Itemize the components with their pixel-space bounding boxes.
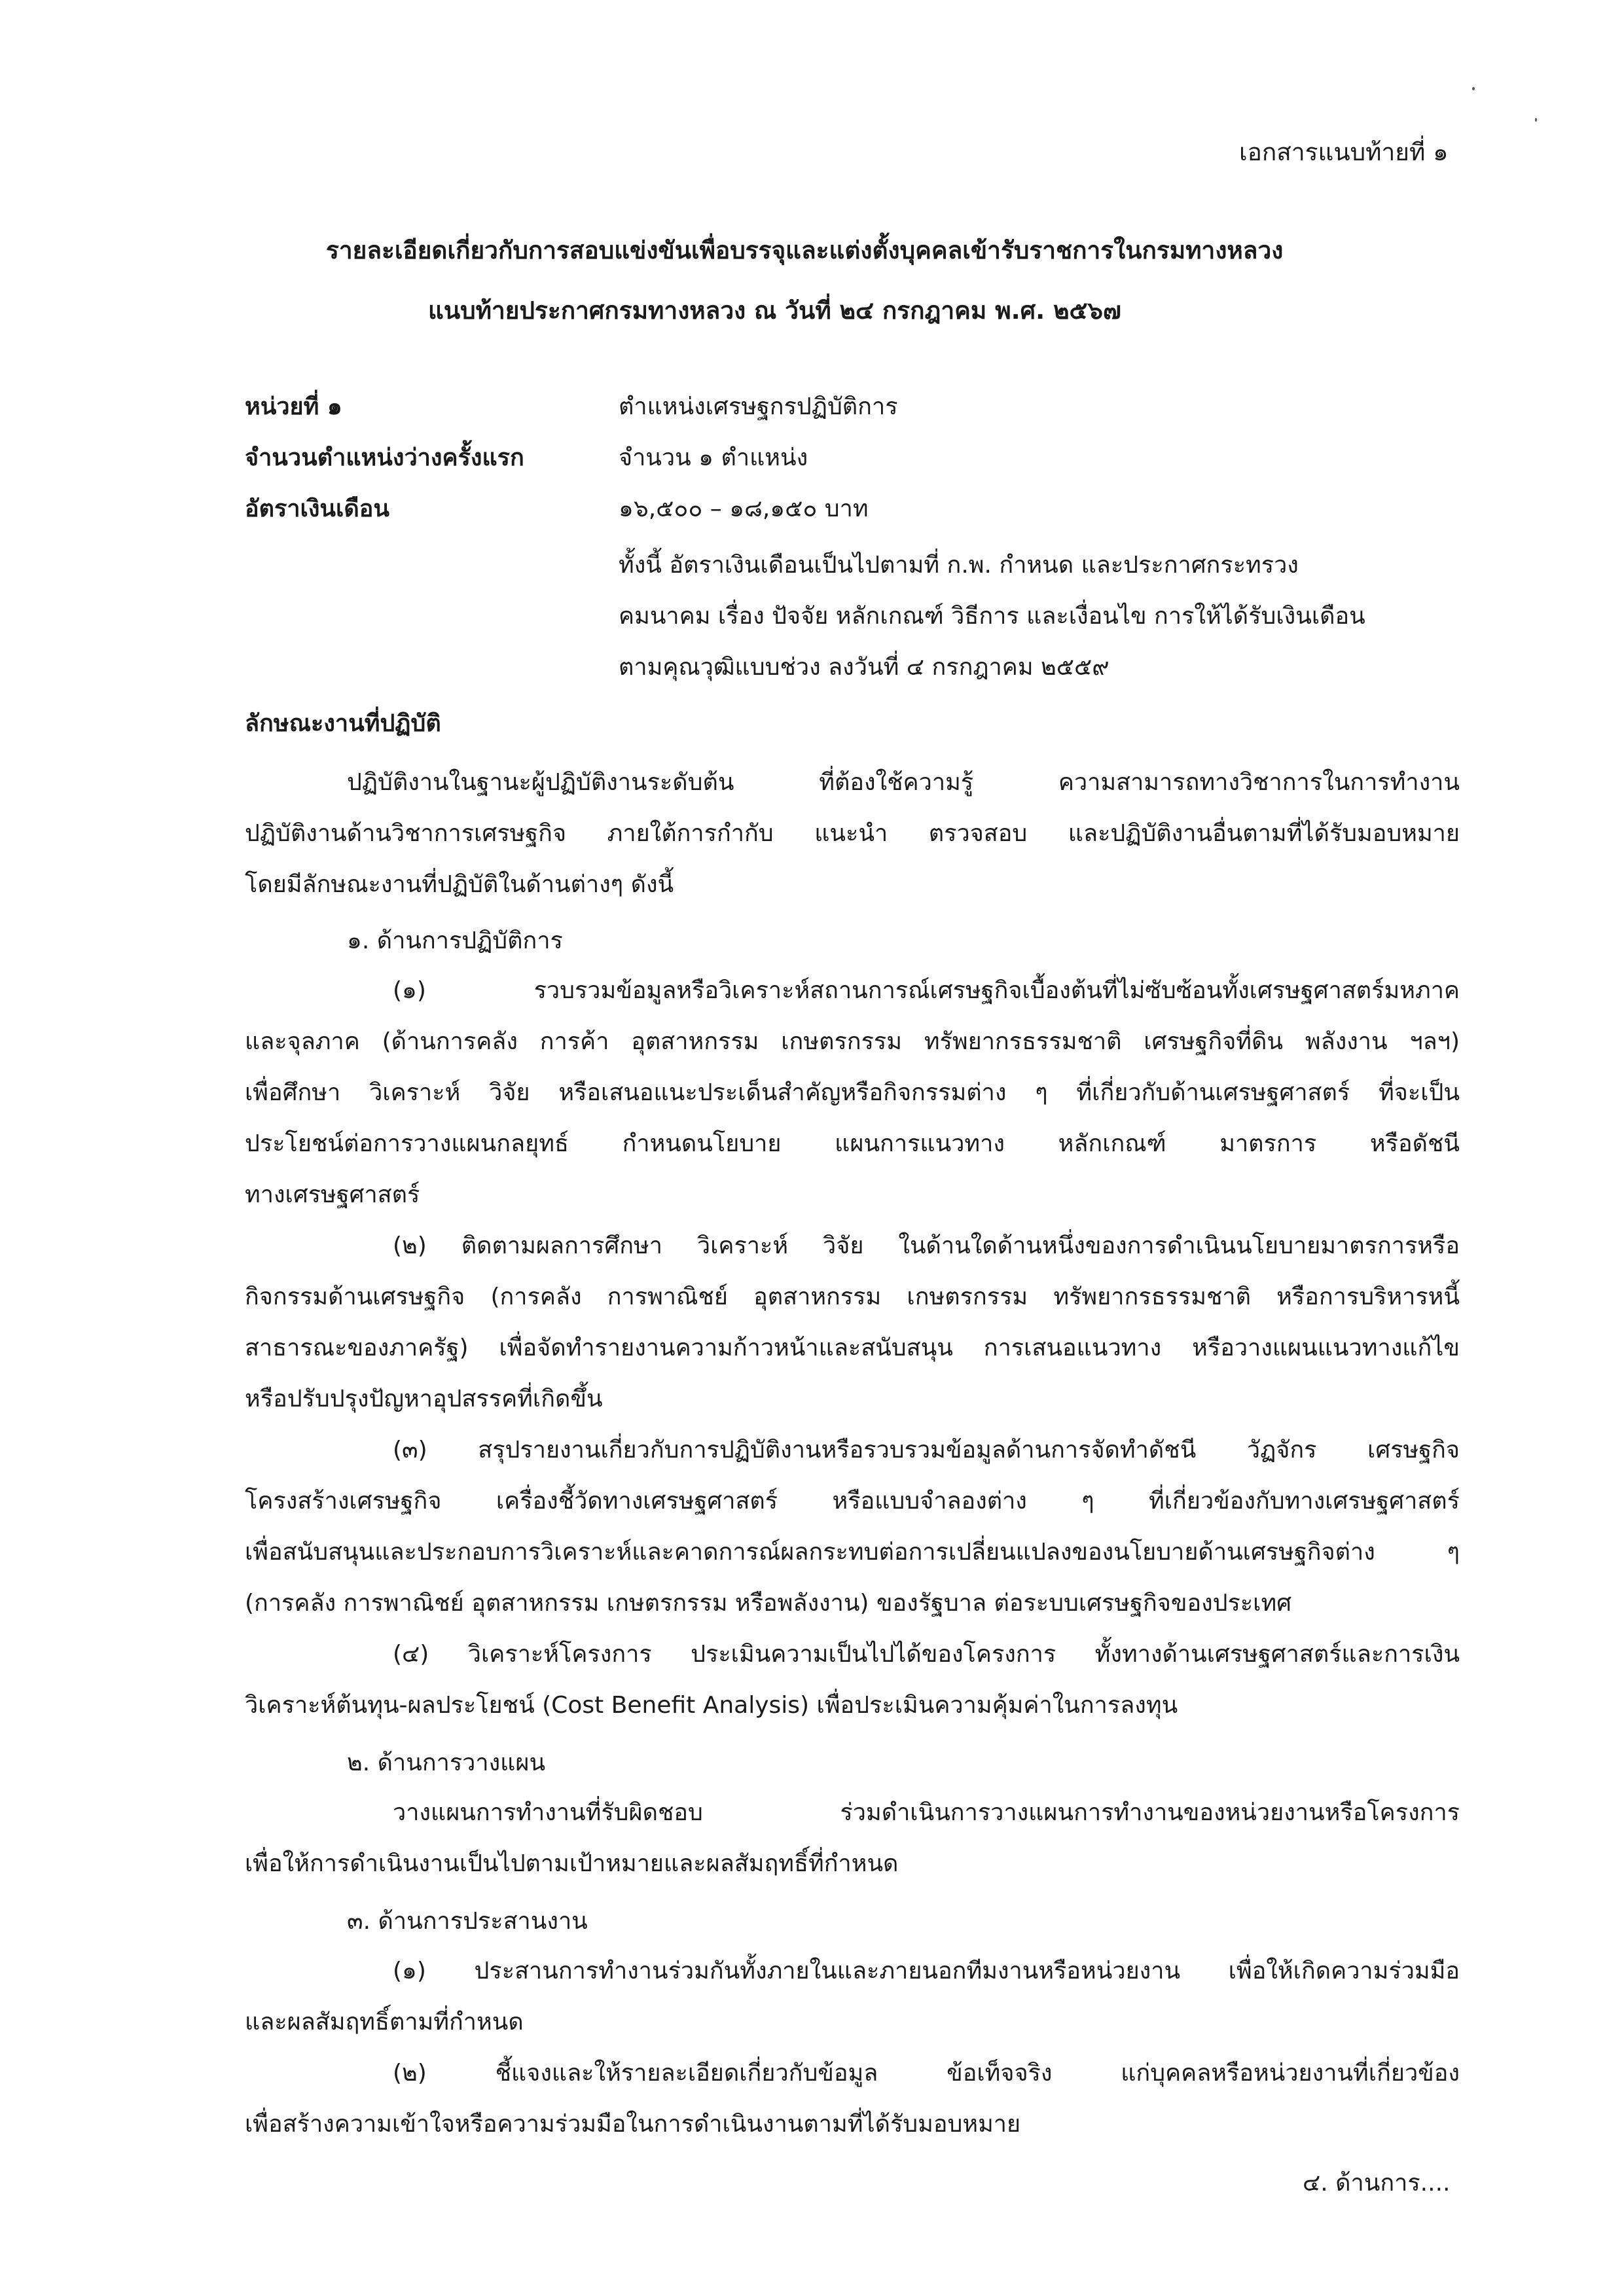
intro-line-3: โดยมีลักษณะงานที่ปฏิบัติในด้านต่างๆ ดังนี้ [245,871,674,898]
position-title: ตำแหน่งเศรษฐกรปฏิบัติการ [619,393,898,420]
area-3-heading: ๓. ด้านการประสานงาน [347,1908,588,1935]
area-2-heading: ๒. ด้านการวางแผน [347,1749,546,1776]
attachment-label: เอกสารแนบท้ายที่ ๑ [1239,138,1449,166]
area-1-item-4-line-1: (๔) วิเคราะห์โครงการ ประเมินความเป็นไปได้ของโครงการ ทั้งทางด้านเศรษฐศาสตร์และการเงิน [393,1641,1460,1668]
salary-note-line-3: ตามคุณวุฒิแบบช่วง ลงวันที่ ๔ กรกฎาคม ๒๕๕๙ [619,654,1110,681]
intro-line-2: ปฏิบัติงานด้านวิชาการเศรษฐกิจ ภายใต้การกำกับ แนะนำ ตรวจสอบ และปฏิบัติงานอื่นตามที่ได้รับมอบหมาย [245,820,1460,847]
continuation-marker: ๔. ด้านการ.... [1303,2170,1451,2197]
intro-line-1: ปฏิบัติงานในฐานะผู้ปฏิบัติงานระดับต้น ที่ต้องใช้ความรู้ ความสามารถทางวิชาการในการทำงาน [347,769,1460,796]
area-3-item-2-line-2: เพื่อสร้างความเข้าใจหรือความร่วมมือในการดำเนินงานตามที่ได้รับมอบหมาย [245,2111,1021,2138]
area-3-item-1-line-2: และผลสัมฤทธิ์ตามที่กำหนด [245,2009,524,2036]
area-3-item-1-line-1: (๑) ประสานการทำงานร่วมกันทั้งภายในและภายนอกทีมงานหรือหน่วยงาน เพื่อให้เกิดความร่วมมือ [393,1958,1460,1984]
area-1-item-3-line-1: (๓) สรุปรายงานเกี่ยวกับการปฏิบัติงานหรือรวบรวมข้อมูลด้านการจัดทำดัชนี วัฏจักร เศรษฐกิจ [393,1437,1460,1463]
area-1-item-1-line-3: เพื่อศึกษา วิเคราะห์ วิจัย หรือเสนอแนะประเด็นสำคัญหรือกิจกรรมต่าง ๆ ที่เกี่ยวกับด้านเศรษฐศาสตร์ ที่จะเป็น [245,1079,1460,1106]
salary-value: ๑๖,๕๐๐ – ๑๘,๑๕๐ บาท [619,495,869,522]
area-1-item-2-line-1: (๒) ติดตามผลการศึกษา วิเคราะห์ วิจัย ในด้านใดด้านหนึ่งของการดำเนินนโยบายมาตรการหรือ [393,1232,1460,1259]
salary-note-line-2: คมนาคม เรื่อง ปัจจัย หลักเกณฑ์ วิธีการ และเงื่อนไข การให้ได้รับเงินเดือน [619,603,1365,630]
document-title-line-1: รายละเอียดเกี่ยวกับการสอบแข่งขันเพื่อบรรจุและแต่งตั้งบุคคลเข้ารับราชการในกรมทางหลวง [326,236,1284,264]
area-1-item-1-line-2: และจุลภาค (ด้านการคลัง การค้า อุตสาหกรรม เกษตรกรรม ทรัพยากรธรรมชาติ เศรษฐกิจที่ดิน พลังงาน ฯลฯ) [245,1028,1460,1055]
area-1-item-4-line-2: วิเคราะห์ต้นทุน-ผลประโยชน์ (Cost Benefit Analysis) เพื่อประเมินความคุ้มค่าในการลงทุน [245,1692,1178,1719]
vacancy-label: จำนวนตำแหน่งว่างครั้งแรก [245,444,524,471]
area-1-item-1-line-5: ทางเศรษฐศาสตร์ [245,1181,420,1208]
scan-speck [1472,87,1475,90]
area-1-item-3-line-2: โครงสร้างเศรษฐกิจ เครื่องชี้วัดทางเศรษฐศาสตร์ หรือแบบจำลองต่าง ๆ ที่เกี่ยวข้องกับทางเศรษฐศาสตร์ [245,1488,1460,1515]
area-1-item-1-line-4: ประโยชน์ต่อการวางแผนกลยุทธ์ กำหนดนโยบาย แผนการแนวทาง หลักเกณฑ์ มาตรการ หรือดัชนี [245,1130,1460,1157]
area-1-item-3-line-4: (การคลัง การพาณิชย์ อุตสาหกรรม เกษตรกรรม หรือพลังงาน) ของรัฐบาล ต่อระบบเศรษฐกิจของประเทศ [245,1590,1292,1617]
area-1-item-1-line-1: (๑) รวบรวมข้อมูลหรือวิเคราะห์สถานการณ์เศรษฐกิจเบื้องต้นที่ไม่ซับซ้อนทั้งเศรษฐศาสตร์มหภาค [393,977,1460,1004]
area-1-item-3-line-3: เพื่อสนับสนุนและประกอบการวิเคราะห์และคาดการณ์ผลกระทบต่อการเปลี่ยนแปลงของนโยบายด้านเศรษฐกิจต่าง ๆ [245,1539,1460,1566]
salary-label: อัตราเงินเดือน [245,495,389,522]
area-1-item-2-line-4: หรือปรับปรุงปัญหาอุปสรรคที่เกิดขึ้น [245,1386,603,1412]
document-title-line-2: แนบท้ายประกาศกรมทางหลวง ณ วันที่ ๒๔ กรกฎาคม พ.ศ. ๒๕๖๗ [428,296,1121,325]
area-2-line-2: เพื่อให้การดำเนินงานเป็นไปตามเป้าหมายและผลสัมฤทธิ์ที่กำหนด [245,1850,899,1877]
area-1-item-2-line-3: สาธารณะของภาครัฐ) เพื่อจัดทำรายงานความก้าวหน้าและสนับสนุน การเสนอแนวทาง หรือวางแผนแนวทางแก้ไข [245,1335,1460,1361]
salary-note-line-1: ทั้งนี้ อัตราเงินเดือนเป็นไปตามที่ ก.พ. กำหนด และประกาศกระทรวง [619,552,1299,579]
area-1-heading: ๑. ด้านการปฏิบัติการ [347,927,563,954]
unit-label: หน่วยที่ ๑ [245,393,342,420]
area-2-line-1: วางแผนการทำงานที่รับผิดชอบ ร่วมดำเนินการวางแผนการทำงานของหน่วยงานหรือโครงการ [393,1799,1460,1826]
area-1-item-2-line-2: กิจกรรมด้านเศรษฐกิจ (การคลัง การพาณิชย์ อุตสาหกรรม เกษตรกรรม ทรัพยากรธรรมชาติ หรือการบริหารหนี้ [245,1283,1460,1310]
section-heading: ลักษณะงานที่ปฏิบัติ [245,710,441,737]
area-3-item-2-line-1: (๒) ชี้แจงและให้รายละเอียดเกี่ยวกับข้อมูล ข้อเท็จจริง แก่บุคคลหรือหน่วยงานที่เกี่ยวข้อง [393,2060,1460,2087]
scan-speck [1535,118,1537,122]
vacancy-value: จำนวน ๑ ตำแหน่ง [619,444,808,471]
